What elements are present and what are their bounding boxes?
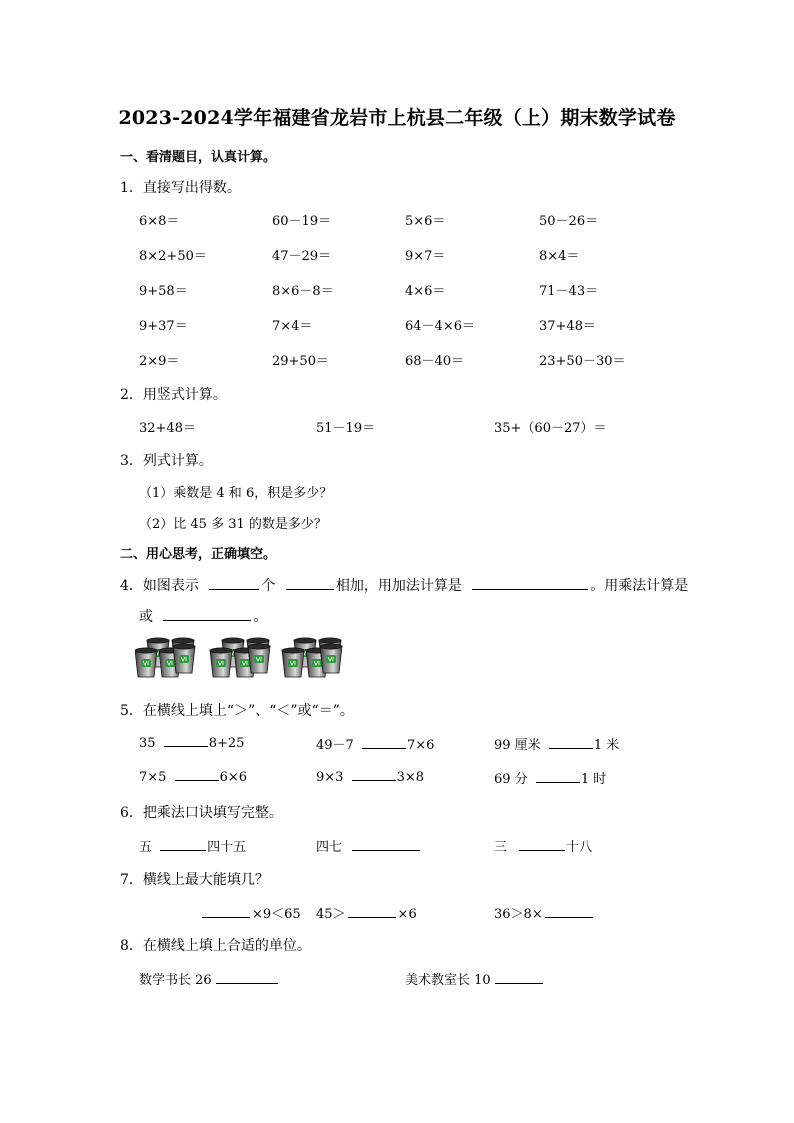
question-3-prompt: 3．列式计算。: [120, 453, 213, 469]
question-7-prompt: 7．横线上最大能填几？: [120, 872, 269, 888]
compare-item: [139, 734, 244, 751]
calc-item: 9+37＝: [139, 319, 188, 334]
question-4-text-b: 个: [261, 578, 276, 594]
calc-item: 5×6＝: [405, 214, 446, 229]
answer-blank[interactable]: [536, 770, 580, 783]
answer-blank[interactable]: [519, 838, 565, 851]
question-3-sub-2: （2）比 45 多 31 的数是多少？: [139, 517, 327, 532]
rhyme-left: 四七: [316, 840, 343, 855]
question-6-prompt: 6．把乘法口诀填写完整。: [120, 805, 283, 821]
compare-left: 69 分: [494, 772, 528, 787]
compare-right: 7×6: [406, 738, 435, 753]
answer-blank[interactable]: [163, 608, 251, 621]
rhyme-left: 五: [139, 840, 153, 855]
answer-blank[interactable]: [348, 905, 396, 918]
calc-item: 8×4＝: [539, 249, 580, 264]
section-heading-1: 一、看清题目，认真计算。: [120, 150, 277, 165]
answer-blank[interactable]: [472, 577, 588, 590]
answer-blank[interactable]: [216, 971, 278, 984]
question-4-line-2: [139, 606, 267, 626]
vertical-calc-item: 51－19＝: [316, 421, 376, 436]
question-5-prompt: 5．在横线上填上“＞”、“＜”或“＝”。: [120, 703, 354, 719]
max-fill-right: ×6: [397, 907, 417, 922]
multiplication-rhyme-item: [316, 836, 421, 855]
calc-item: 71－43＝: [539, 284, 599, 299]
max-fill-left: 45＞: [316, 907, 346, 922]
question-4-text-end: 。: [253, 609, 268, 625]
max-fill-right: ×9＜65: [252, 907, 301, 922]
unit-fill-text: 美术教室长 10: [405, 973, 491, 988]
answer-blank[interactable]: [549, 736, 593, 749]
calc-item: 7×4＝: [272, 319, 313, 334]
max-fill-item: [202, 903, 301, 922]
calc-item: 23+50－30＝: [539, 354, 626, 369]
compare-item: [494, 734, 619, 753]
calc-item: 4×6＝: [405, 284, 446, 299]
calc-item: 47－29＝: [272, 249, 332, 264]
answer-blank[interactable]: [495, 971, 543, 984]
compare-right: 3×8: [396, 770, 425, 785]
question-1-prompt: 1．直接写出得数。: [120, 180, 241, 196]
compare-item: [139, 768, 247, 785]
calc-item: 50－26＝: [539, 214, 599, 229]
answer-blank[interactable]: [362, 736, 406, 749]
answer-blank[interactable]: [286, 577, 334, 590]
rhyme-right: 四十五: [207, 840, 247, 855]
question-4-text-c: 相加，用加法计算是: [335, 578, 462, 594]
calc-item: 64－4×6＝: [405, 319, 475, 334]
answer-blank[interactable]: [164, 734, 208, 747]
compare-left: 9×3: [316, 770, 344, 785]
compare-right: 8+25: [208, 736, 245, 751]
calc-item: 2×9＝: [139, 354, 180, 369]
question-4-text-or: 或: [139, 609, 153, 625]
compare-right: 1 时: [580, 772, 607, 787]
answer-blank[interactable]: [160, 838, 206, 851]
calc-item: 60－19＝: [272, 214, 332, 229]
question-4-line-1: [120, 575, 688, 595]
answer-blank[interactable]: [202, 905, 250, 918]
unit-fill-item: [405, 969, 543, 988]
max-fill-item: [494, 903, 595, 922]
question-4-text-d: 。用乘法计算是: [590, 578, 689, 594]
question-8-prompt: 8．在横线上填上合适的单位。: [120, 938, 311, 954]
max-fill-left: 36＞8×: [494, 907, 543, 922]
compare-left: 7×5: [139, 770, 167, 785]
rhyme-right: 十八: [566, 840, 593, 855]
compare-left: 99 厘米: [494, 738, 541, 753]
calc-item: 9+58＝: [139, 284, 188, 299]
calc-item: 37+48＝: [539, 319, 596, 334]
compare-left: 49－7: [316, 738, 354, 753]
compare-right: 6×6: [219, 770, 248, 785]
calc-item: 29+50＝: [272, 354, 329, 369]
calc-item: 68－40＝: [405, 354, 465, 369]
answer-blank[interactable]: [545, 905, 593, 918]
section-heading-2: 二、用心思考，正确填空。: [120, 547, 277, 562]
compare-item: [316, 734, 434, 753]
page-title: 2023-2024学年福建省龙岩市上杭县二年级（上）期末数学试卷: [118, 107, 676, 129]
compare-right: 1 米: [593, 738, 620, 753]
vertical-calc-item: 32+48＝: [139, 421, 196, 436]
vertical-calc-item: 35+（60－27）＝: [494, 421, 607, 436]
compare-item: [494, 768, 606, 787]
compare-left: 35: [139, 736, 156, 751]
calc-item: 8×2+50＝: [139, 249, 207, 264]
answer-blank[interactable]: [209, 577, 259, 590]
calc-item: 6×8＝: [139, 214, 180, 229]
answer-blank[interactable]: [352, 768, 396, 781]
multiplication-rhyme-item: [139, 836, 246, 855]
question-4-text-a: 4．如图表示: [120, 578, 199, 594]
max-fill-item: [316, 903, 417, 922]
unit-fill-text: 数学书长 26: [139, 973, 212, 988]
milk-cups-illustration: [135, 636, 375, 686]
unit-fill-item: [139, 969, 278, 988]
multiplication-rhyme-item: [494, 836, 592, 855]
question-3-sub-1: （1）乘数是 4 和 6，积是多少？: [139, 486, 333, 501]
rhyme-left: 三: [494, 840, 508, 855]
question-2-prompt: 2．用竖式计算。: [120, 387, 227, 403]
answer-blank[interactable]: [175, 768, 219, 781]
compare-item: [316, 768, 424, 785]
calc-item: 8×6－8＝: [272, 284, 334, 299]
calc-item: 9×7＝: [405, 249, 446, 264]
answer-blank[interactable]: [352, 838, 420, 851]
